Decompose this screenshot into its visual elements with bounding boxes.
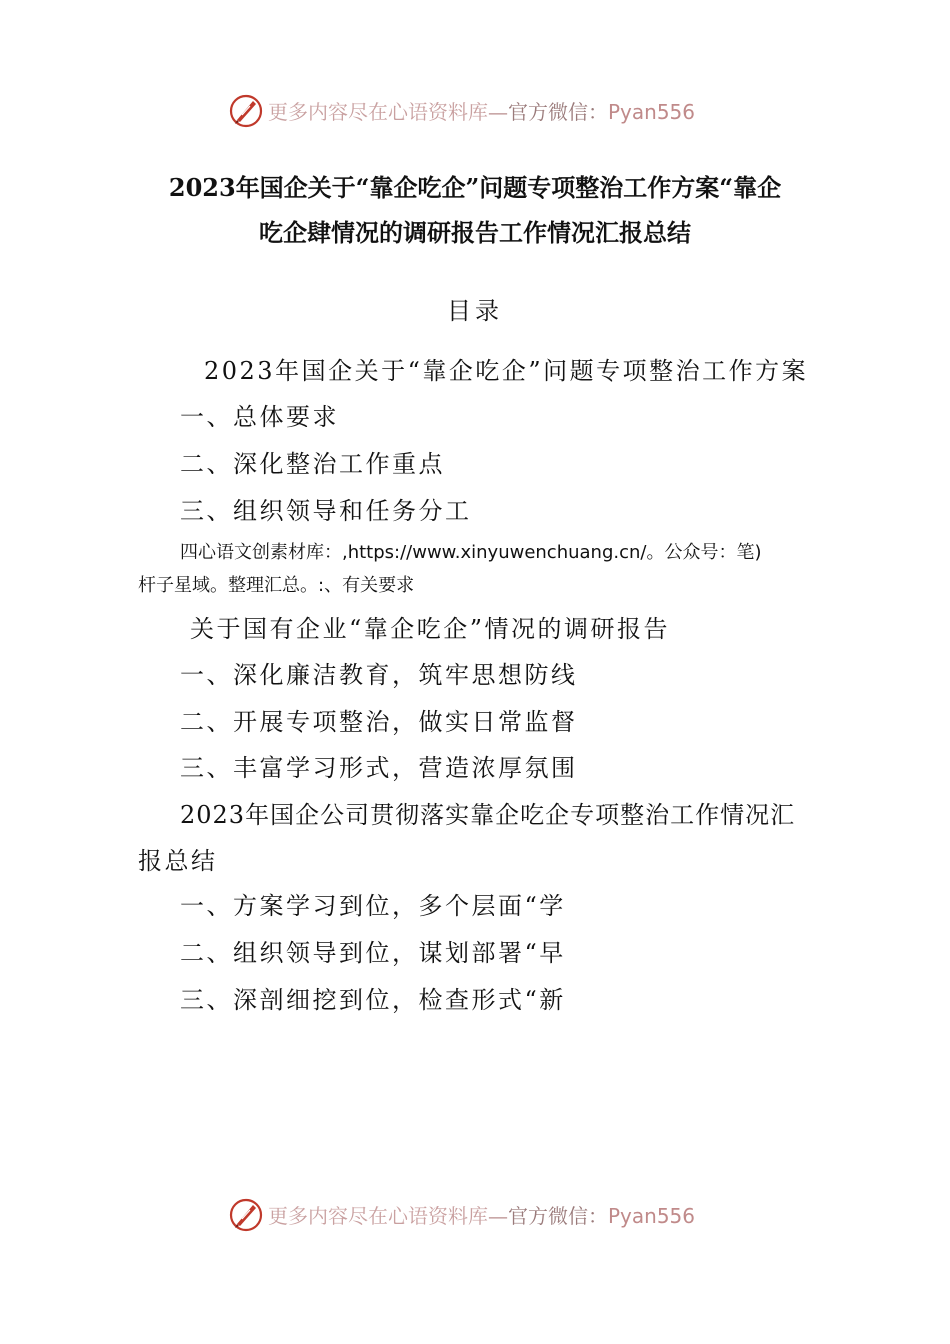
banner-slogan: 更多内容尽在心语资料库 [268, 100, 488, 124]
banner-wechat-label: 官方微信： [508, 100, 608, 124]
toc-item: 二、深化整治工作重点 [180, 450, 445, 478]
toc-item: 三、丰富学习形式，营造浓厚氛围 [180, 754, 578, 782]
toc-item: 一、深化廉洁教育，筑牢思想防线 [180, 661, 578, 689]
banner-wechat-id: Pyan556 [608, 100, 696, 124]
toc-item: 二、开展专项整治，做实日常监督 [180, 708, 578, 736]
toc-section-3-heading-line-2: 报总结 [138, 847, 218, 875]
toc-item: 二、组织领导到位，谋划部署“早 [180, 939, 566, 967]
banner-text [268, 100, 695, 124]
toc-section-2-heading: 关于国有企业“靠企吃企”情况的调研报告 [190, 615, 671, 643]
toc-section-1-heading: 2023年国企关于“靠企吃企”问题专项整治工作方案 [204, 357, 809, 385]
banner-wechat-label: 官方微信： [508, 1204, 608, 1228]
toc-item: 一、方案学习到位，多个层面“学 [180, 892, 566, 920]
source-note-line-2: 杆子星域。整理汇总。:、有关要求 [138, 575, 415, 596]
banner-text [268, 1204, 695, 1228]
banner-separator: — [488, 100, 508, 124]
document-title-line-2: 吃企肆情况的调研报告工作情况汇报总结 [259, 218, 691, 247]
footer-banner [0, 1196, 950, 1236]
toc-item: 一、总体要求 [180, 403, 339, 431]
banner-separator: — [488, 1204, 508, 1228]
banner-wechat-id: Pyan556 [608, 1204, 696, 1228]
toc-item: 三、深剖细挖到位，检查形式“新 [180, 986, 566, 1014]
quill-logo-icon [228, 1197, 264, 1233]
source-note-line-1: 四心语文创素材库：,https://www.xinyuwenchuang.cn/。公众号：笔) [180, 542, 762, 563]
quill-logo-icon [228, 93, 264, 129]
banner-slogan: 更多内容尽在心语资料库 [268, 1204, 488, 1228]
toc-section-3-heading-line-1: 2023年国企公司贯彻落实靠企吃企专项整治工作情况汇 [180, 801, 796, 829]
toc-item: 三、组织领导和任务分工 [180, 497, 472, 525]
toc-heading: 目录 [447, 297, 503, 325]
header-banner [0, 92, 950, 132]
document-title-line-1: 2023年国企关于“靠企吃企”问题专项整治工作方案“靠企 [168, 173, 782, 202]
